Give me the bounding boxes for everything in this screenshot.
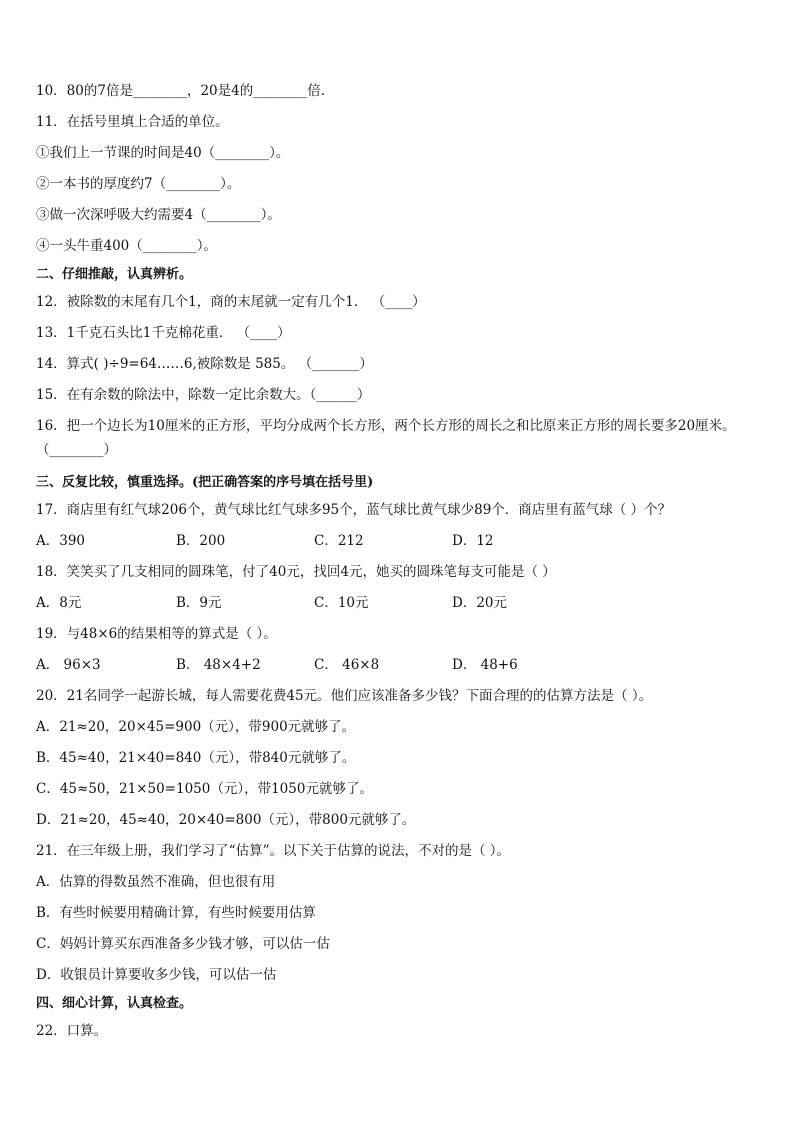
option-d: D． 48+6 [452, 657, 518, 673]
question-20-option-b: B．45≈40，21×40=840（元），带840元就够了。 [36, 750, 356, 766]
option-a: A．390 [36, 533, 86, 549]
section-3-heading: 三、反复比较，慎重选择。(把正确答案的序号填在括号里) [36, 475, 374, 490]
question-16-answer-blank: （________） [36, 442, 117, 458]
question-16: 16．把一个边长为10厘米的正方形，平均分成两个长方形，两个长方形的周长之和比原来正方形的周长要多20厘米。 [36, 418, 736, 434]
question-22: 22．口算。 [36, 1023, 108, 1039]
question-12: 12．被除数的末尾有几个1，商的末尾就一定有几个1． （____） [36, 294, 426, 310]
question-11: 11．在括号里填上合适的单位。 [36, 114, 229, 130]
option-b: B．200 [176, 533, 226, 549]
option-c: C．10元 [314, 595, 369, 611]
question-13: 13．1千克石头比1千克棉花重． （____） [36, 325, 291, 341]
option-a: A．8元 [36, 595, 82, 611]
question-14: 14．算式( )÷9=64……6,被除数是 585。 （_______） [36, 356, 373, 372]
question-15: 15．在有余数的除法中，除数一定比余数大。（______） [36, 387, 371, 403]
question-20: 20．21名同学一起游长城，每人需要花费45元。他们应该准备多少钱？下面合理的的估算方法是（ ）。 [36, 688, 653, 704]
question-21-option-a: A．估算的得数虽然不准确，但也很有用 [36, 874, 276, 890]
question-11-item-3: ③做一次深呼吸大约需要4（________）。 [36, 207, 281, 223]
question-17: 17．商店里有红气球206个，黄气球比红气球多95个，蓝气球比黄气球少89个．商店里有蓝气球（ ）个？ [36, 502, 672, 518]
question-21-option-c: C．妈妈计算买东西准备多少钱才够，可以估一估 [36, 936, 330, 952]
option-c: C．212 [314, 533, 364, 549]
question-18: 18．笑笑买了几支相同的圆珠笔，付了40元，找回4元，她买的圆珠笔每支可能是（ ） [36, 564, 556, 580]
question-20-option-d: D．21≈20，45≈40，20×40=800（元），带800元就够了。 [36, 812, 416, 828]
question-11-item-1: ①我们上一节课的时间是40（________）。 [36, 145, 290, 161]
question-11-item-4: ④一头牛重400（________）。 [36, 238, 218, 254]
question-21: 21．在三年级上册，我们学习了“估算”。以下关于估算的说法，不对的是（ ）。 [36, 843, 511, 859]
option-d: D．20元 [452, 595, 508, 611]
option-d: D．12 [452, 533, 494, 549]
question-21-option-b: B．有些时候要用精确计算，有些时候要用估算 [36, 905, 316, 921]
question-11-item-2: ②一本书的厚度约7（________）。 [36, 176, 241, 192]
question-19-options [36, 654, 776, 685]
question-21-option-d: D．收银员计算要收多少钱，可以估一估 [36, 967, 277, 983]
option-c: C． 46×8 [314, 657, 380, 673]
question-20-option-a: A．21≈20，20×45=900（元），带900元就够了。 [36, 719, 356, 735]
question-10: 10．80的7倍是________，20是4的________倍． [36, 83, 335, 99]
option-b: B．9元 [176, 595, 222, 611]
section-4-heading: 四、细心计算，认真检查。 [36, 996, 193, 1011]
question-20-option-c: C．45≈50，21×50=1050（元），带1050元就够了。 [36, 781, 373, 797]
option-a: A． 96×3 [36, 657, 101, 673]
option-b: B． 48×4+2 [176, 657, 261, 673]
question-17-options [36, 530, 776, 561]
exam-page [36, 80, 776, 1051]
question-19: 19．与48×6的结果相等的算式是（ ）。 [36, 626, 277, 642]
section-2-heading: 二、仔细推敲，认真辨析。 [36, 267, 193, 282]
question-18-options [36, 592, 776, 623]
